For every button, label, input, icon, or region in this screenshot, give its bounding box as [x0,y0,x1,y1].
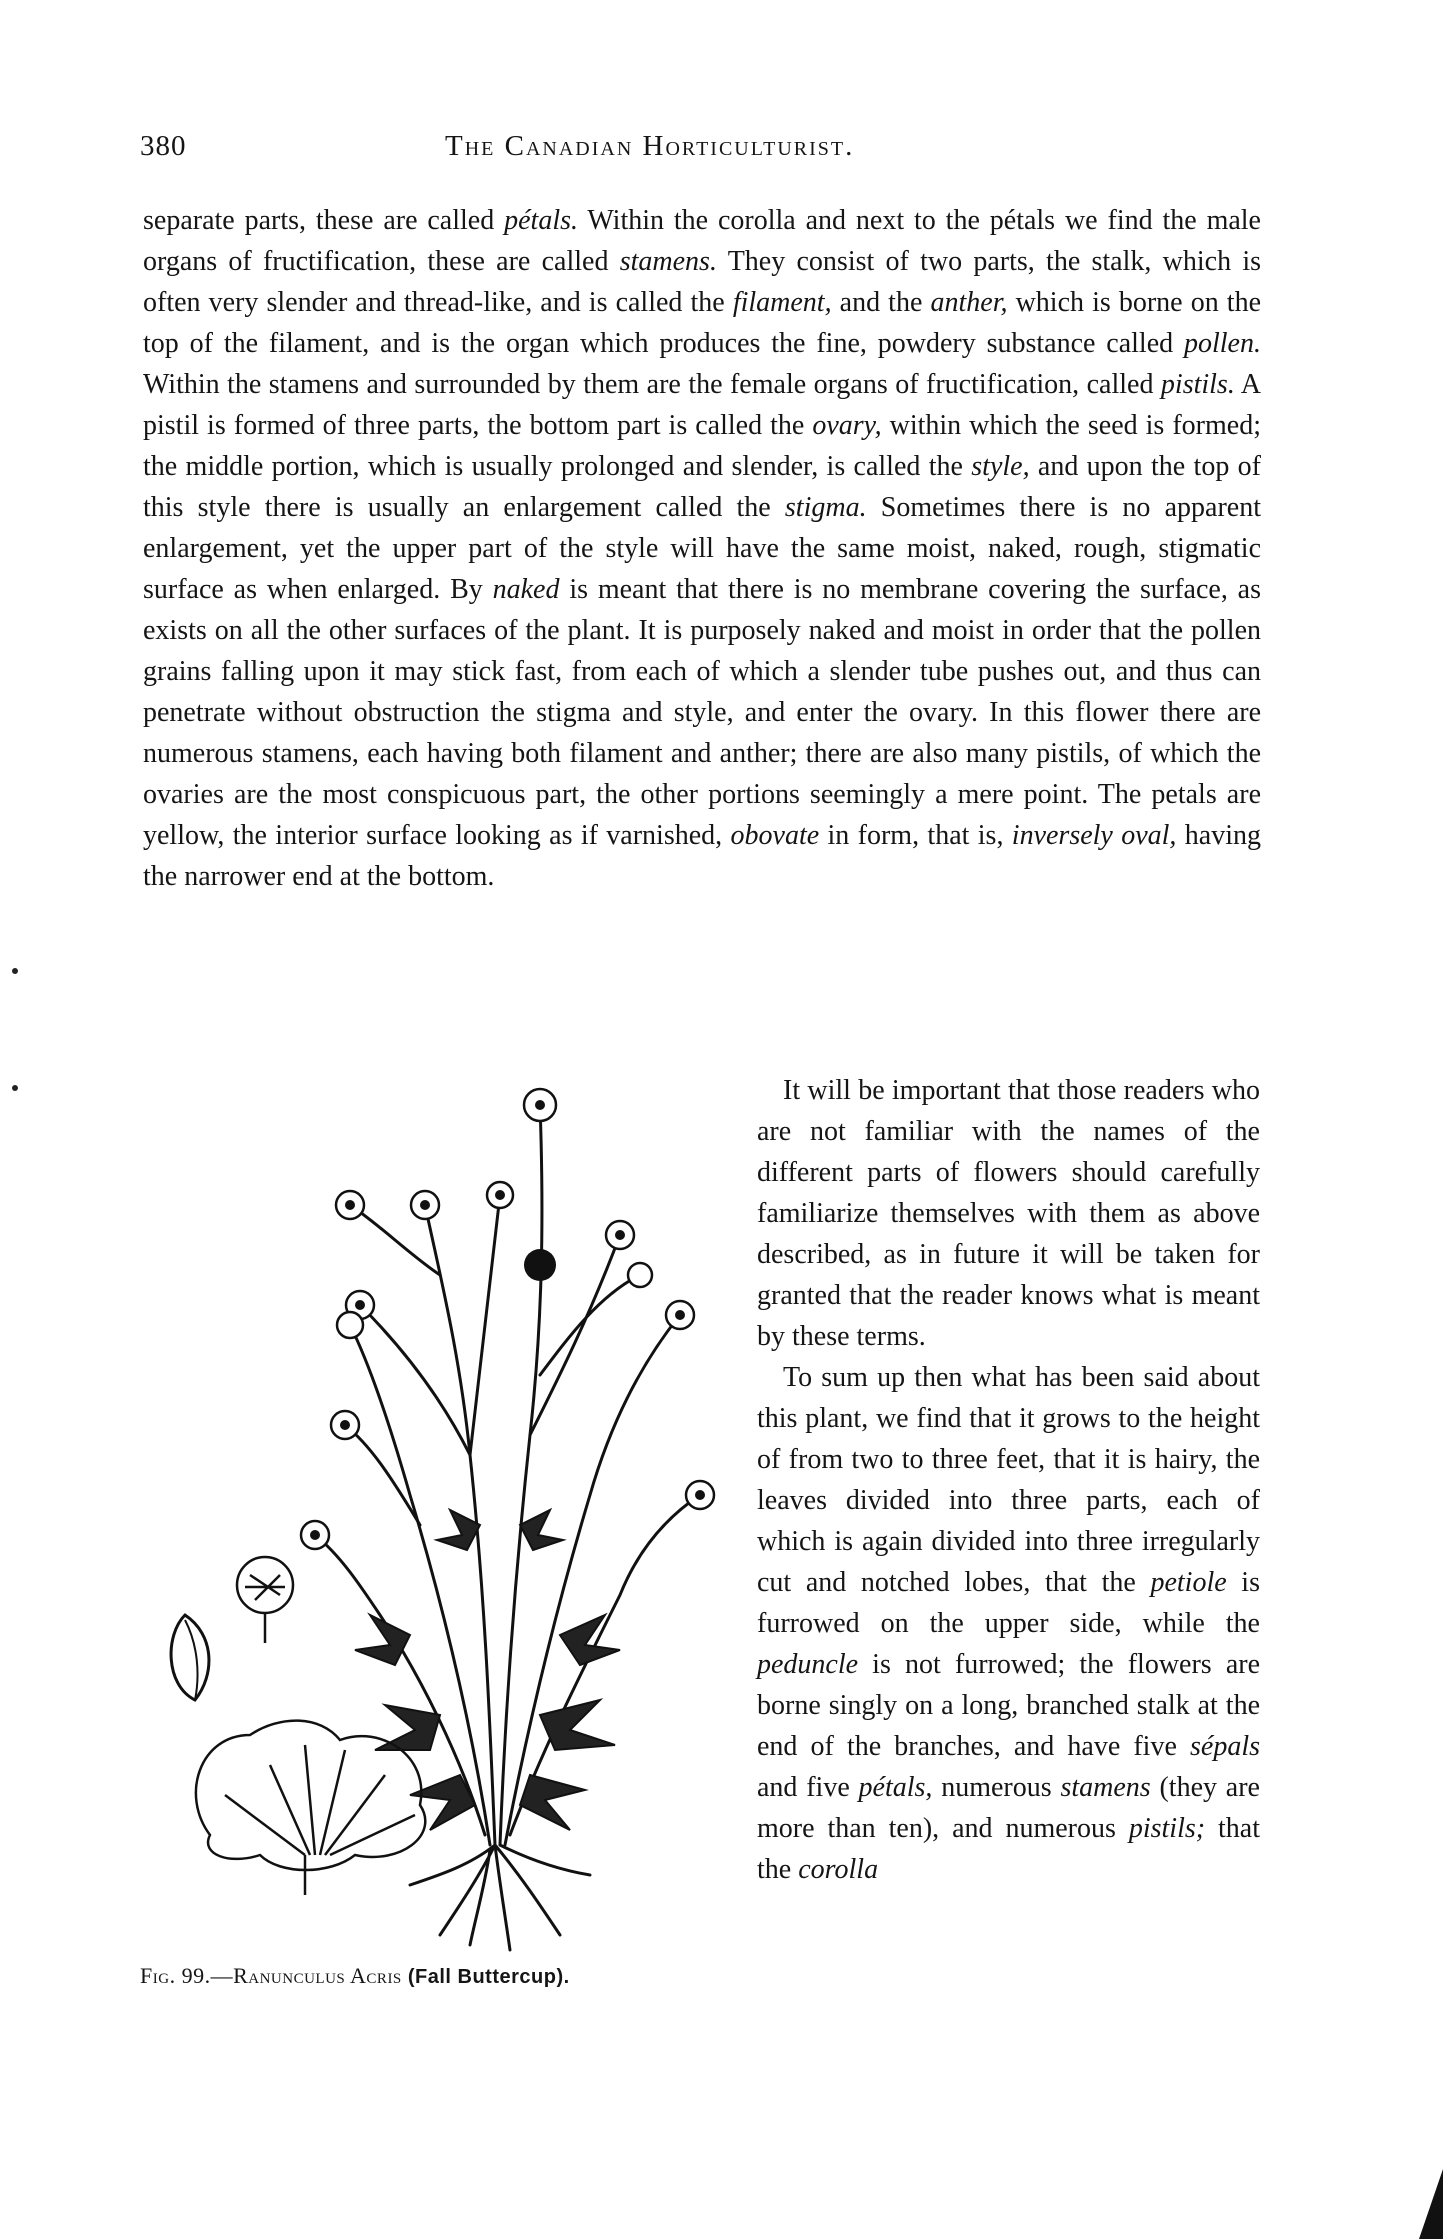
print-speck [12,968,18,974]
text-run: is not furrowed; the flowers are borne singly on a long, branched stalk at the end of the branches, and have five [757,1649,1260,1762]
page-number: 380 [140,130,187,162]
term-petals: pétals. [504,205,578,236]
scan-corner-mark [1419,2169,1443,2239]
term-pistils: pistils; [1128,1813,1206,1844]
text-run: and the [831,287,931,318]
print-speck [12,1085,18,1091]
text-run: within which the seed is formed; the middle portion, which is usually prolonged and slender, is called the [143,410,1261,482]
text-run: separate parts, these are called [143,205,505,236]
term-ovary: ovary, [812,410,882,441]
caption-common-name: (Fall Buttercup). [401,1966,570,1988]
text-run: is meant that there is no membrane covering the surface, as exists on all the other surfaces of the plant. It is purposely naked and moist in order that the pollen grains falling upon it may stick fast, from each of which a slender tube pushes out, and thus can penetrate without obstruction the stigma and style, and enter the ovary. In this flower there are numerous stamens, each having both filament and anther; there are also many pistils, of which the ovaries are the most conspicuous part, the other portions seemingly a mere point. The petals are yellow, the interior surface looking as if varnished, [143,574,1261,851]
term-naked: naked [492,574,560,605]
text-run: Sometimes there is no apparent enlargement, yet the upper part of the style will have the same moist, naked, rough, stigmatic surface as when enlarged. By [143,492,1261,605]
term-pollen: pollen. [1184,328,1261,359]
term-peduncle: peduncle [757,1649,859,1680]
text-run: in form, that is, [819,820,1012,851]
main-paragraph [143,200,1261,897]
term-filament: filament, [732,287,832,318]
text-run: Within the corolla and next to the pétals we find the male organs of fructification, these are called [143,205,1261,277]
running-header [140,130,1260,170]
term-stamens: stamens [1060,1772,1151,1803]
buttercup-plant-illustration [140,1075,750,1955]
text-run: that the [757,1813,1260,1885]
term-stigma: stigma. [784,492,867,523]
term-petiole: petiole [1150,1567,1227,1598]
term-style: style, [971,451,1030,482]
text-run: and upon the top of this style there is usually an enlargement called the [143,451,1261,523]
text-run: They consist of two parts, the stalk, which is often very slender and thread-like, and is called the [143,246,1262,318]
text-run: which is borne on the top of the filament, and is the organ which produces the fine, powdery substance called [143,287,1261,359]
term-stamens: stamens. [619,246,717,277]
text-run: (they are more than ten), and numerous [757,1772,1260,1844]
term-anther: anther, [930,287,1008,318]
caption-species-name: Ranunculus Acris [233,1963,402,1988]
term-obovate: obovate [730,820,820,851]
caption-fig-label: Fig. 99.— [140,1963,234,1988]
figure-caption [140,1963,750,1989]
paragraph-summary [757,1357,1260,1890]
right-column-text [757,1070,1260,1890]
text-run: having the narrower end at the bottom. [143,820,1261,892]
term-petals: pétals, [858,1772,933,1803]
figure-99 [140,1075,750,1995]
running-title: The Canadian Horticulturist. [445,130,855,162]
term-pistils: pistils. [1160,369,1235,400]
text-run: A pistil is formed of three parts, the bottom part is called the [143,369,1261,441]
text-run: and five [757,1772,859,1803]
text-run: Within the stamens and surrounded by them are the female organs of fructification, called [143,369,1161,400]
term-inversely-oval: inversely oval, [1011,820,1177,851]
term-sepals: sépals [1190,1731,1260,1762]
paragraph-familiarize: It will be important that those readers who are not familiar with the names of the different parts of flowers should carefully familiarize themselves with them as above described, as in future it will be taken for granted that the reader knows what is meant by these terms. [757,1075,1260,1352]
term-corolla: corolla [798,1854,879,1885]
text-run: numerous [932,1772,1061,1803]
text-run: To sum up then what has been said about this plant, we find that it grows to the height of from two to three feet, that it is hairy, the leaves divided into three parts, each of which is again divided into three irregularly cut and notched lobes, that the [757,1362,1260,1598]
text-run: is furrowed on the upper side, while the [757,1567,1260,1639]
